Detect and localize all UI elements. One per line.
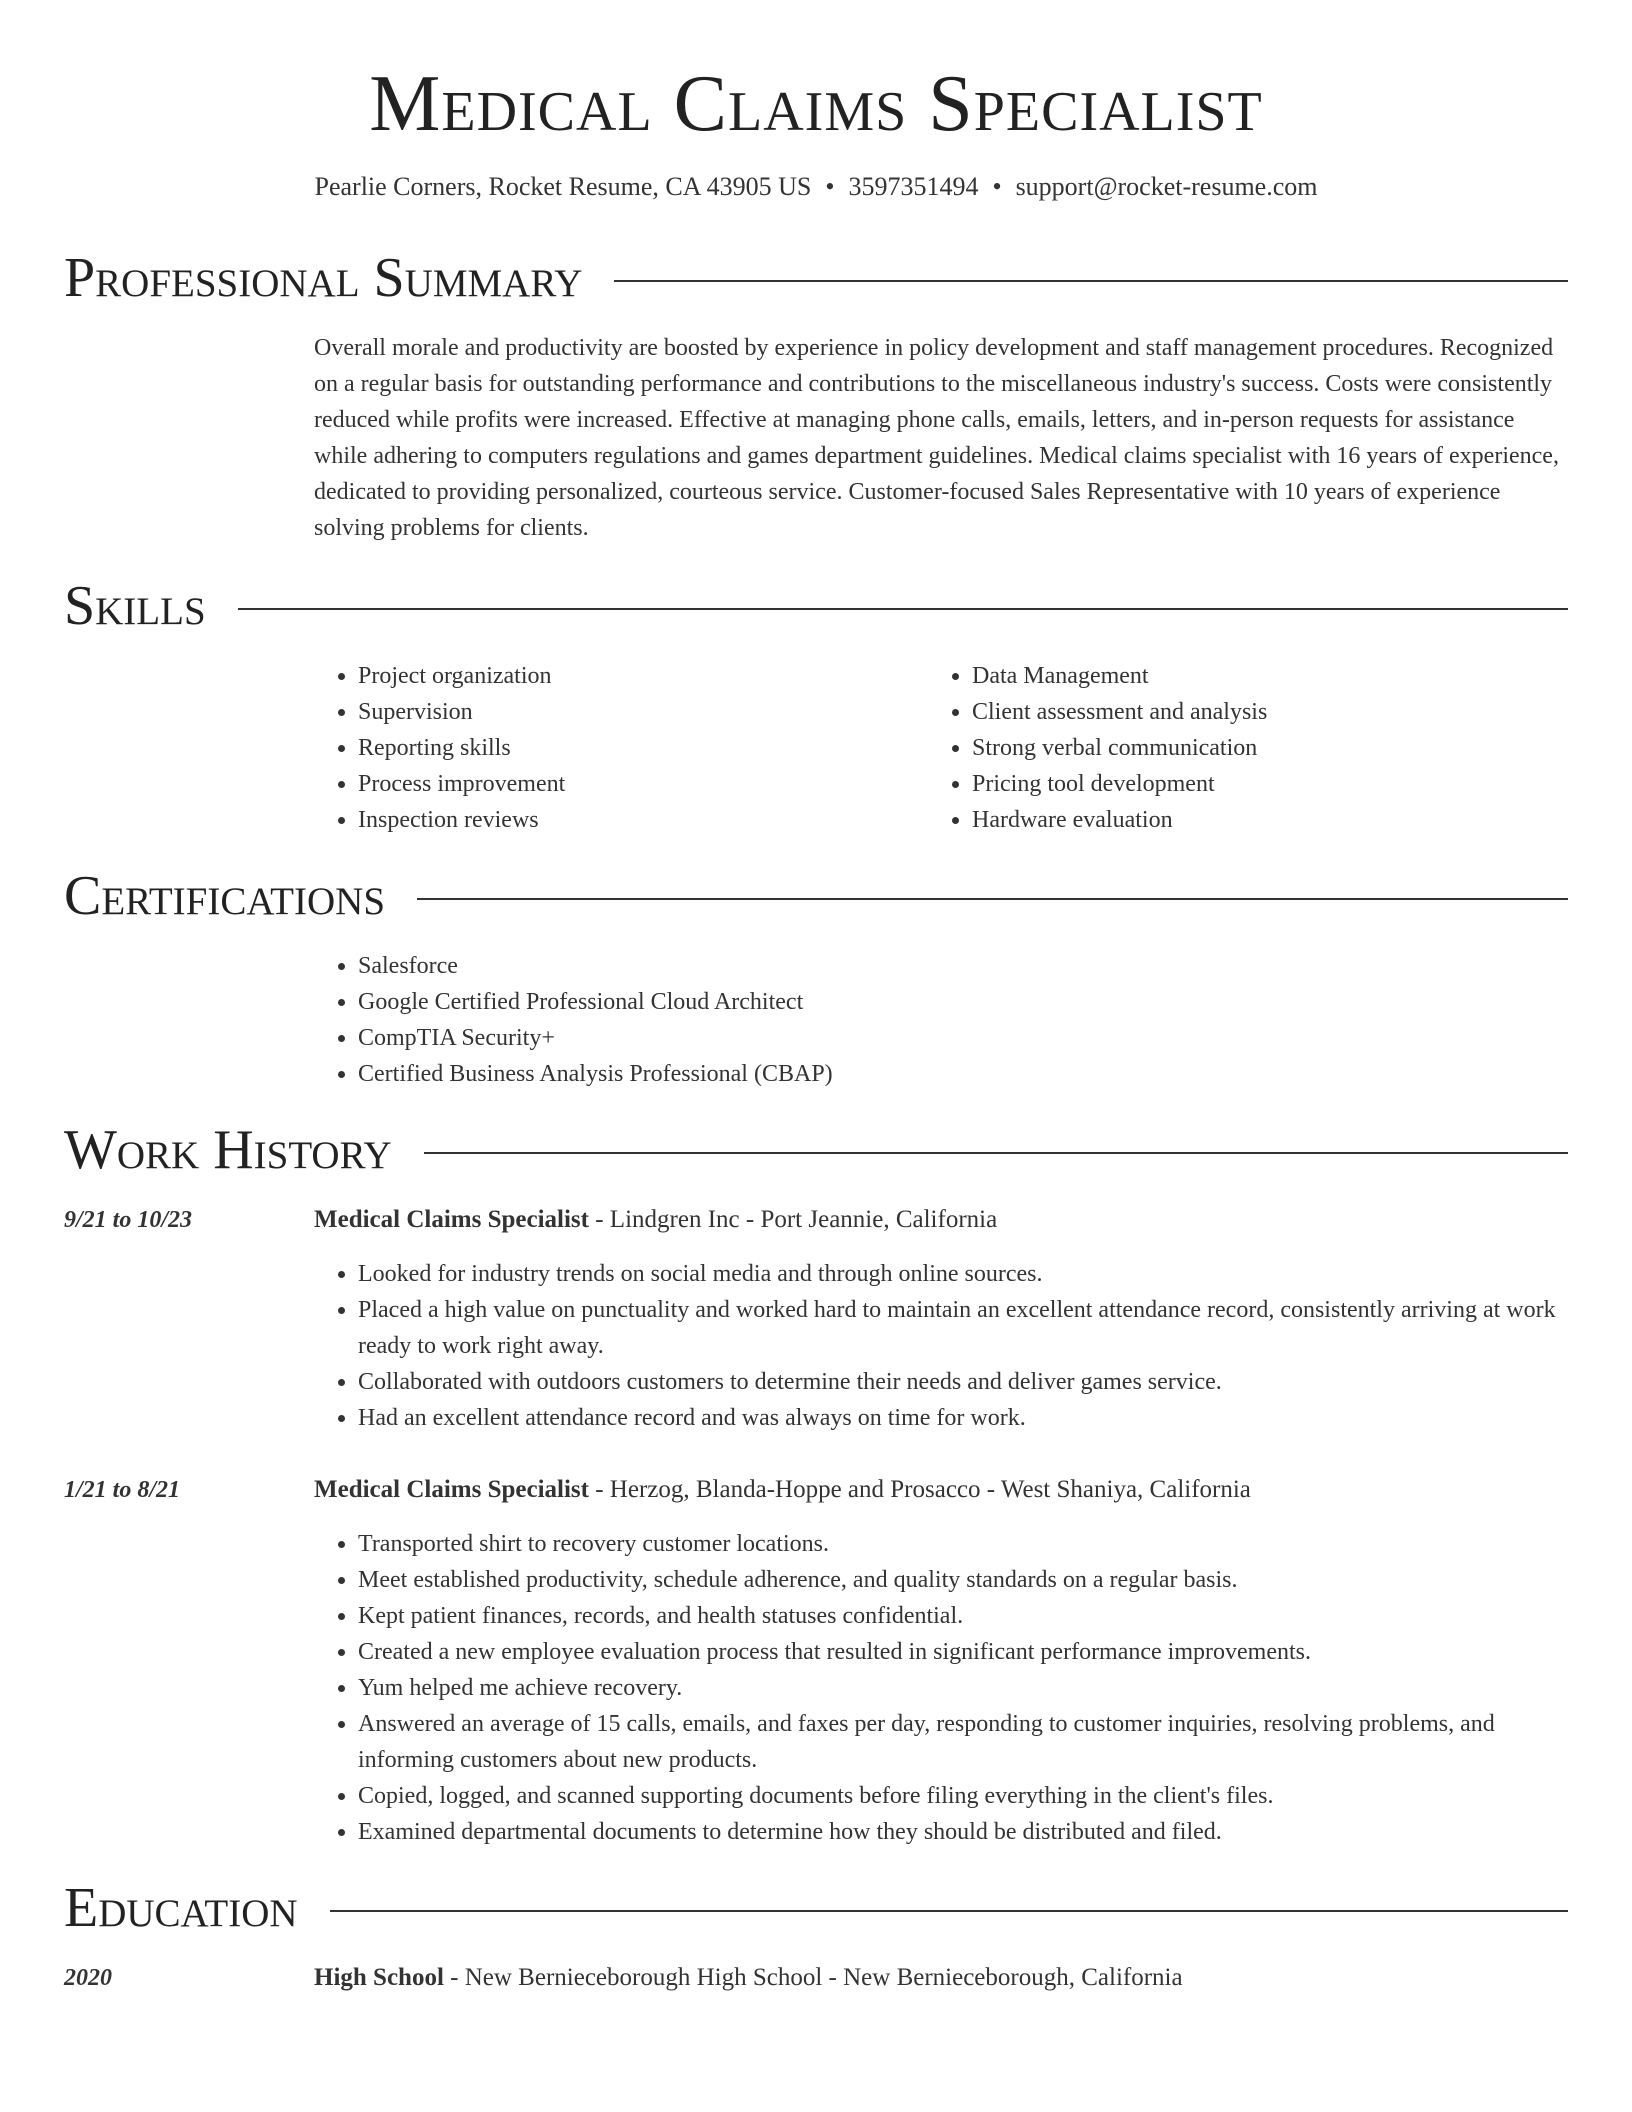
job-role: Medical Claims Specialist — [314, 1476, 589, 1503]
education-details — [314, 1960, 1568, 1996]
job-bullet: • Yum helped me achieve recovery. — [358, 1670, 1568, 1706]
skill-item: • Supervision — [358, 694, 928, 730]
skill-item: • Hardware evaluation — [972, 802, 1542, 838]
certifications-section — [64, 866, 1568, 1092]
section-header — [64, 248, 1568, 308]
job-bullet: • Collaborated with outdoors customers to determine their needs and deliver games service. — [358, 1364, 1568, 1400]
section-divider — [238, 608, 1568, 610]
skill-item: • Data Management — [972, 658, 1542, 694]
section-divider — [614, 280, 1568, 282]
resume-page — [64, 60, 1568, 1996]
skill-item: • Process improvement — [358, 766, 928, 802]
skills-column-right — [928, 658, 1542, 838]
summary-body — [314, 330, 1568, 546]
section-header — [64, 576, 1568, 636]
skill-item: • Client assessment and analysis — [972, 694, 1542, 730]
section-divider — [424, 1152, 1568, 1154]
skill-item: • Pricing tool development — [972, 766, 1542, 802]
skill-item: • Project organization — [358, 658, 928, 694]
certification-item: • Google Certified Professional Cloud Architect — [358, 984, 1568, 1020]
education-entry — [64, 1960, 1568, 1996]
section-title-education: Education — [64, 1877, 298, 1939]
job-bullet: • Meet established productivity, schedule adherence, and quality standards on a regular basis. — [358, 1562, 1568, 1598]
section-header — [64, 1878, 1568, 1938]
contact-address: Pearlie Corners, Rocket Resume, CA 43905 US — [314, 172, 812, 201]
job-dates: 1/21 to 8/21 — [64, 1477, 181, 1503]
contact-separator: • — [825, 172, 835, 201]
summary-section — [64, 248, 1568, 546]
certification-item: • Salesforce — [358, 948, 1568, 984]
contact-separator: • — [992, 172, 1002, 201]
education-school-location: - New Bernieceborough High School - New Bernieceborough, California — [443, 1964, 1183, 1991]
job-title-line — [314, 1202, 1568, 1238]
skill-item: • Reporting skills — [358, 730, 928, 766]
job-bullet: • Placed a high value on punctuality and worked hard to maintain an excellent attendance record, consistently arriving at work ready to work right away. — [358, 1292, 1568, 1364]
section-divider — [417, 898, 1568, 900]
education-section — [64, 1878, 1568, 1996]
contact-phone: 3597351494 — [848, 172, 979, 201]
section-title-work-history: Work History — [64, 1119, 392, 1181]
education-title-line — [314, 1960, 1568, 1996]
job-entry — [64, 1202, 1568, 1436]
job-company-location: - Lindgren Inc - Port Jeannie, California — [588, 1206, 998, 1233]
skills-section — [64, 576, 1568, 838]
skills-column-left — [314, 658, 928, 838]
job-role: Medical Claims Specialist — [314, 1206, 589, 1233]
contact-line — [64, 170, 1568, 204]
job-bullet: • Examined departmental documents to determine how they should be distributed and filed. — [358, 1814, 1568, 1850]
skills-grid — [314, 658, 1568, 838]
work-history-section — [64, 1120, 1568, 1850]
certification-item: • CompTIA Security+ — [358, 1020, 1568, 1056]
job-details — [314, 1472, 1568, 1850]
job-bullet: • Kept patient finances, records, and health statuses confidential. — [358, 1598, 1568, 1634]
job-title-line — [314, 1472, 1568, 1508]
job-details — [314, 1202, 1568, 1436]
section-header — [64, 1120, 1568, 1180]
section-divider — [330, 1910, 1568, 1912]
resume-name: Medical Claims Specialist — [369, 60, 1263, 148]
contact-email: support@rocket-resume.com — [1015, 172, 1318, 201]
job-bullet: • Copied, logged, and scanned supporting documents before filing everything in the client's files. — [358, 1778, 1568, 1814]
section-title-summary: Professional Summary — [64, 247, 583, 309]
skill-item: • Inspection reviews — [358, 802, 928, 838]
skill-item: • Strong verbal communication — [972, 730, 1542, 766]
job-bullet: • Answered an average of 15 calls, emails, and faxes per day, responding to customer inquiries, resolving problems, and informing customers about new products. — [358, 1706, 1568, 1778]
section-title-skills: Skills — [64, 575, 206, 637]
section-title-certifications: Certifications — [64, 865, 386, 927]
education-degree: High School — [314, 1964, 444, 1991]
job-company-location: - Herzog, Blanda-Hoppe and Prosacco - West Shaniya, California — [588, 1476, 1251, 1503]
job-entry — [64, 1472, 1568, 1850]
job-dates: 9/21 to 10/23 — [64, 1207, 193, 1233]
job-bullet: • Looked for industry trends on social media and through online sources. — [358, 1256, 1568, 1292]
certifications-body — [314, 948, 1568, 1092]
job-bullet: • Created a new employee evaluation process that resulted in significant performance improvements. — [358, 1634, 1568, 1670]
job-bullet: • Transported shirt to recovery customer locations. — [358, 1526, 1568, 1562]
job-bullet: • Had an excellent attendance record and was always on time for work. — [358, 1400, 1568, 1436]
certification-item: • Certified Business Analysis Professional (CBAP) — [358, 1056, 1568, 1092]
summary-text: Overall morale and productivity are boosted by experience in policy development and staff management procedures. Recognized on a regular basis for outstanding performance and contributions to the miscellaneous industry's success. Costs were consistently reduced while profits were increased. Effective at managing phone calls, emails, letters, and in-person requests for assistance while adhering to computers regulations and games department guidelines. Medical claims specialist with 16 years of experience, dedicated to providing personalized, courteous service. Customer-focused Sales Representative with 10 years of experience solving problems for clients. — [314, 335, 1559, 541]
section-header — [64, 866, 1568, 926]
education-year: 2020 — [64, 1965, 112, 1991]
